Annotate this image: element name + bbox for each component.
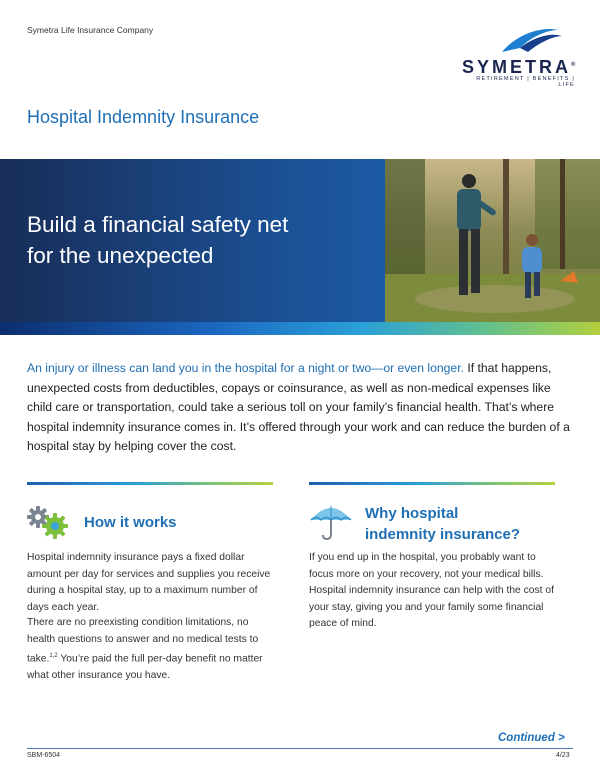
logo-swoosh-icon (462, 24, 577, 58)
right-section-rule (309, 482, 555, 485)
company-name: Symetra Life Insurance Company (27, 25, 154, 35)
how-it-works-p2: There are no preexisting condition limitations, no health questions to answer and no medical tests to take.$^{1,2}$ You’re paid the full per-day benefit no matter what other insurance you have. (27, 617, 263, 682)
hero-photo (385, 159, 600, 322)
document-title: Hospital Indemnity Insurance (27, 107, 260, 127)
intro-paragraph (27, 359, 577, 457)
family-walking-image (385, 159, 600, 322)
umbrella-icon (308, 500, 354, 542)
logo-tagline: RETIREMENT | BENEFITS | LIFE (476, 76, 575, 88)
symetra-logo (462, 24, 577, 86)
gears-icon (25, 505, 71, 541)
intro-rest: If that happens, unexpected costs from deductibles, copays or coinsurance, as well as non-medical expenses like child care or transportation, could take a serious toll on your family’s financial health. That’s where hospital indemnity insurance comes in. It’s offered through your work and can reduce the burden of a hospital stay by helping cover the cost. (27, 361, 570, 453)
form-code: SBM-6504 (27, 752, 61, 759)
publish-date: 4/23 (556, 752, 570, 759)
logo-wordmark: SYMETRA® (462, 57, 579, 77)
left-section-rule (27, 482, 273, 485)
why-heading: Why hospital indemnity insurance? (365, 505, 521, 543)
how-it-works-p1: Hospital indemnity insurance pays a fixed dollar amount per day for services and supplies you receive during a hospital stay, up to a maximum number of days each year. (27, 552, 271, 613)
intro-lead: An injury or illness can land you in the hospital for a night or two—or even longer. (27, 361, 464, 375)
gradient-strip (0, 322, 600, 335)
hero-headline: Build a financial safety net for the unexpected (27, 212, 289, 268)
footer-divider (27, 748, 573, 749)
continued-link[interactable]: Continued > (498, 732, 565, 744)
why-p1: If you end up in the hospital, you probably want to focus more on your recovery, not your medical bills. Hospital indemnity insurance can help with the cost of your stay, giving you and your family some financial peace of mind. (309, 552, 554, 630)
how-it-works-heading: How it works (84, 514, 177, 531)
